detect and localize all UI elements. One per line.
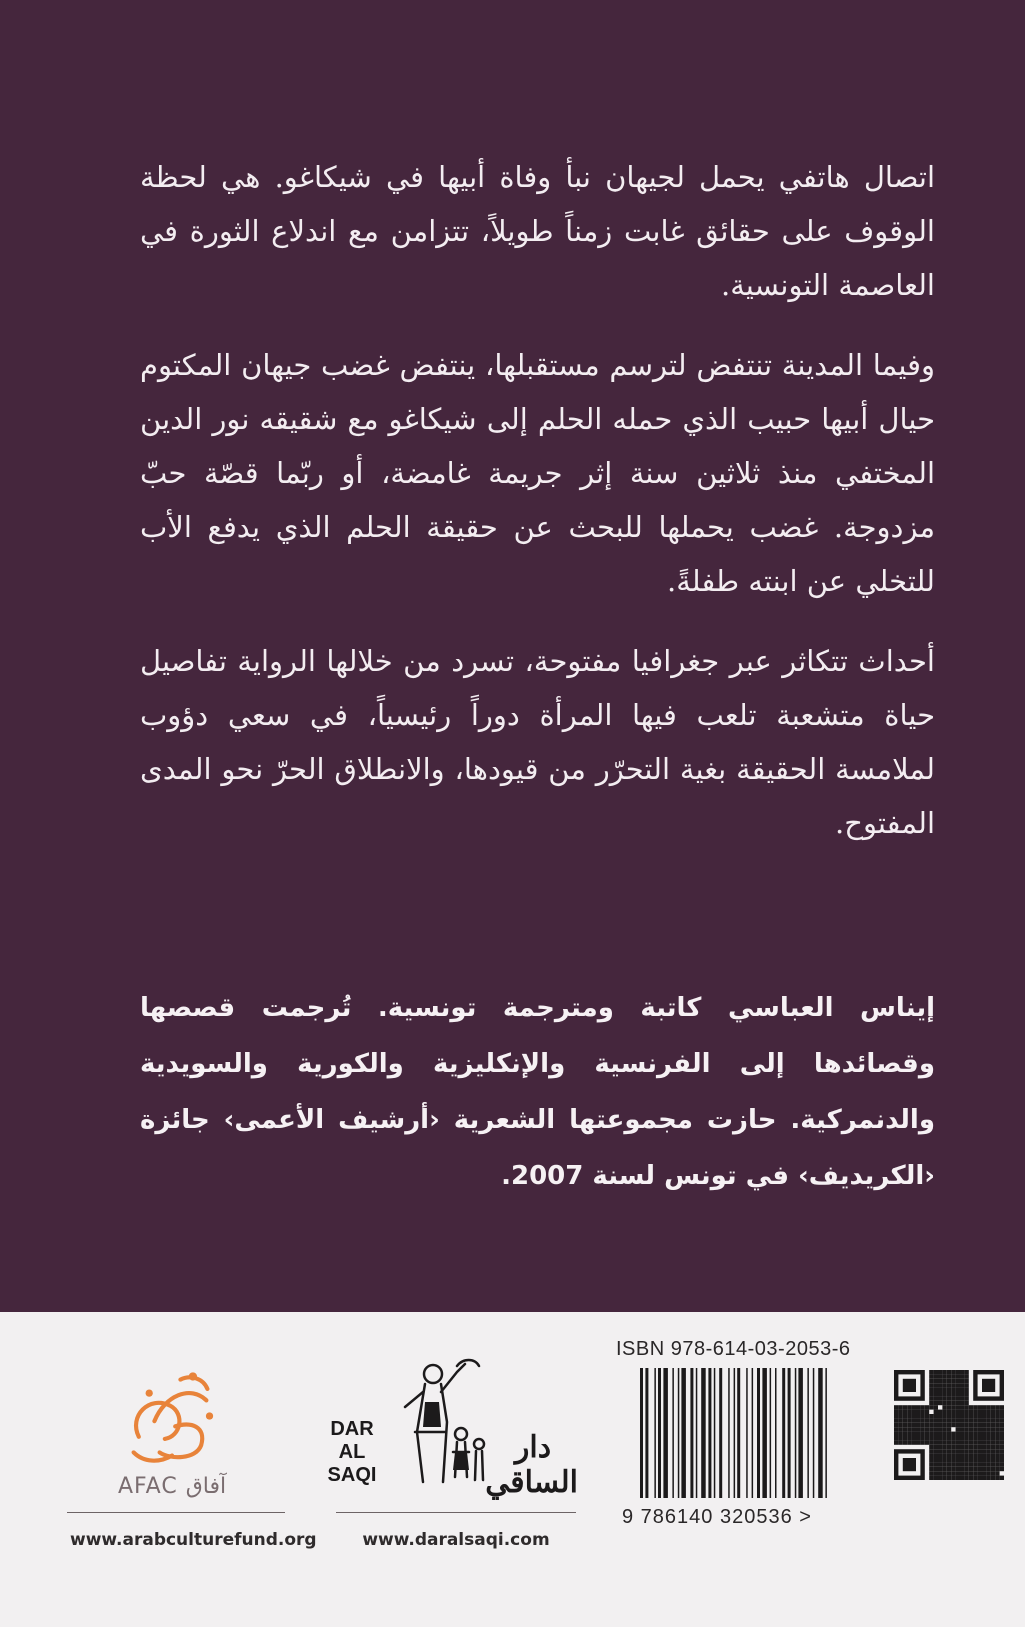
saqi-url[interactable]: www.daralsaqi.com (362, 1530, 550, 1550)
qr-code-icon (894, 1370, 1004, 1480)
afac-name: AFAC آفاق (118, 1474, 227, 1499)
barcode-icon (640, 1368, 872, 1518)
saqi-latin-label: DAR AL SAQI (327, 1418, 377, 1486)
author-bio (140, 980, 935, 1204)
afac-logo-icon (118, 1364, 222, 1468)
afac-divider (67, 1512, 285, 1513)
cover-footer (0, 1312, 1025, 1627)
saqi-latin-name (312, 1418, 392, 1487)
saqi-divider (336, 1512, 576, 1513)
saqi-logo-figure-icon (395, 1352, 495, 1492)
barcode-digits: 9 786140 320536 > (622, 1506, 812, 1528)
synopsis (140, 150, 935, 876)
synopsis-paragraph-2: وفيما المدينة تنتفض لترسم مستقبلها، ينتفض غضب جيهان المكتوم حيال أبيها حبيب الذي حمله الحلم إلى شيكاغو مع شقيقه نور الدين المختفي منذ ثلاثين سنة إثر جريمة غامضة، أو ربّما قصّة حبّ مزدوجة. غضب يحملها للبحث عن حقيقة الحلم الذي يدفع الأب للتخلي عن ابنته طفلةً. (140, 348, 935, 598)
isbn-number: ISBN 978-614-03-2053-6 (616, 1338, 851, 1360)
synopsis-paragraph-3: أحداث تتكاثر عبر جغرافيا مفتوحة، تسرد من خلالها الرواية تفاصيل حياة متشعبة تلعب فيها المرأة دوراً رئيسياً، في سعي دؤوب لملامسة الحقيقة بغية التحرّر من قيودها، والانطلاق الحرّ نحو المدى المفتوح. (140, 644, 935, 840)
afac-url[interactable]: www.arabculturefund.org (70, 1530, 317, 1550)
saqi-arabic-name: دار الساقي (485, 1430, 578, 1500)
author-bio-text: إيناس العباسي كاتبة ومترجمة تونسية. تُرجمت قصصها وقصائدها إلى الفرنسية والإنكليزية والكورية والسويدية والدنمركية. حازت مجموعتها الشعرية ‹أرشيف الأعمى› جائزة ‹الكريديف› في تونس لسنة 2007. (140, 993, 935, 1191)
synopsis-paragraph-1: اتصال هاتفي يحمل لجيهان نبأ وفاة أبيها في شيكاغو. هي لحظة الوقوف على حقائق غابت زمناً طويلاً، تتزامن مع اندلاع الثورة في العاصمة التونسية. (140, 160, 935, 302)
